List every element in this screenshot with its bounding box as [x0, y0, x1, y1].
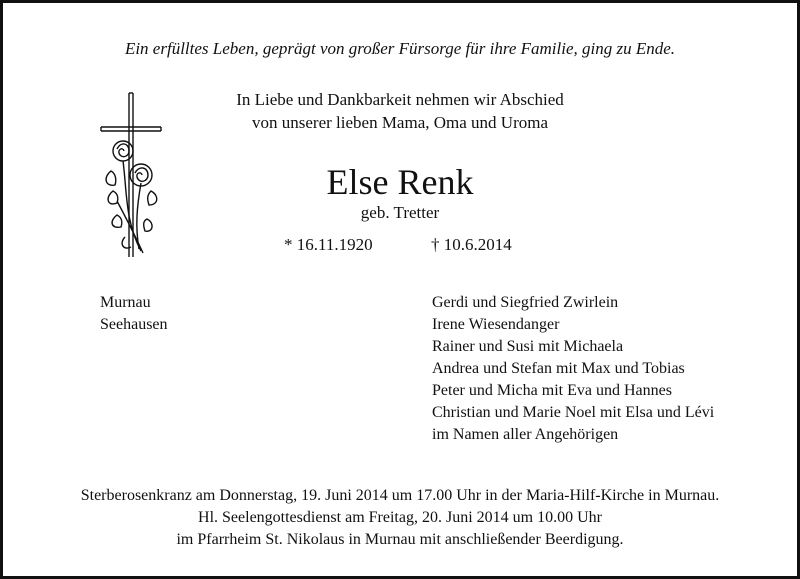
service-details — [3, 485, 797, 551]
service-line: Sterberosenkranz am Donnerstag, 19. Juni 2014 um 17.00 Uhr in der Maria-Hilf-Kirche in Murnau. — [80, 487, 720, 504]
mourner-item: im Namen aller Angehörigen — [432, 426, 619, 443]
deceased-name: Else Renk — [326, 162, 474, 202]
place-item: Murnau — [100, 294, 151, 311]
intro-line: In Liebe und Dankbarkeit nehmen wir Abschied — [236, 90, 564, 109]
motto: Ein erfülltes Leben, geprägt von großer Fürsorge für ihre Familie, ging zu Ende. — [124, 39, 676, 58]
places-list — [100, 292, 168, 336]
death-date: † 10.6.2014 — [431, 235, 512, 254]
mourner-item: Andrea und Stefan mit Max und Tobias — [432, 360, 685, 377]
place-item: Seehausen — [100, 316, 168, 333]
maiden-name: geb. Tretter — [360, 203, 440, 222]
mourner-item: Irene Wiesendanger — [432, 316, 560, 333]
mourner-item: Christian und Marie Noel mit Elsa und Lévi — [432, 404, 715, 421]
birth-date: * 16.11.1920 — [284, 235, 373, 254]
mourner-item: Rainer und Susi mit Michaela — [432, 338, 624, 355]
service-line: Hl. Seelengottesdienst am Freitag, 20. Juni 2014 um 10.00 Uhr — [198, 509, 602, 526]
mourners-list — [432, 292, 714, 446]
service-line: im Pfarrheim St. Nikolaus in Murnau mit anschließender Beerdigung. — [176, 531, 624, 548]
mourner-item: Gerdi und Siegfried Zwirlein — [432, 294, 619, 311]
intro-line: von unserer lieben Mama, Oma und Uroma — [252, 113, 548, 132]
mourner-item: Peter und Micha mit Eva und Hannes — [432, 382, 672, 399]
